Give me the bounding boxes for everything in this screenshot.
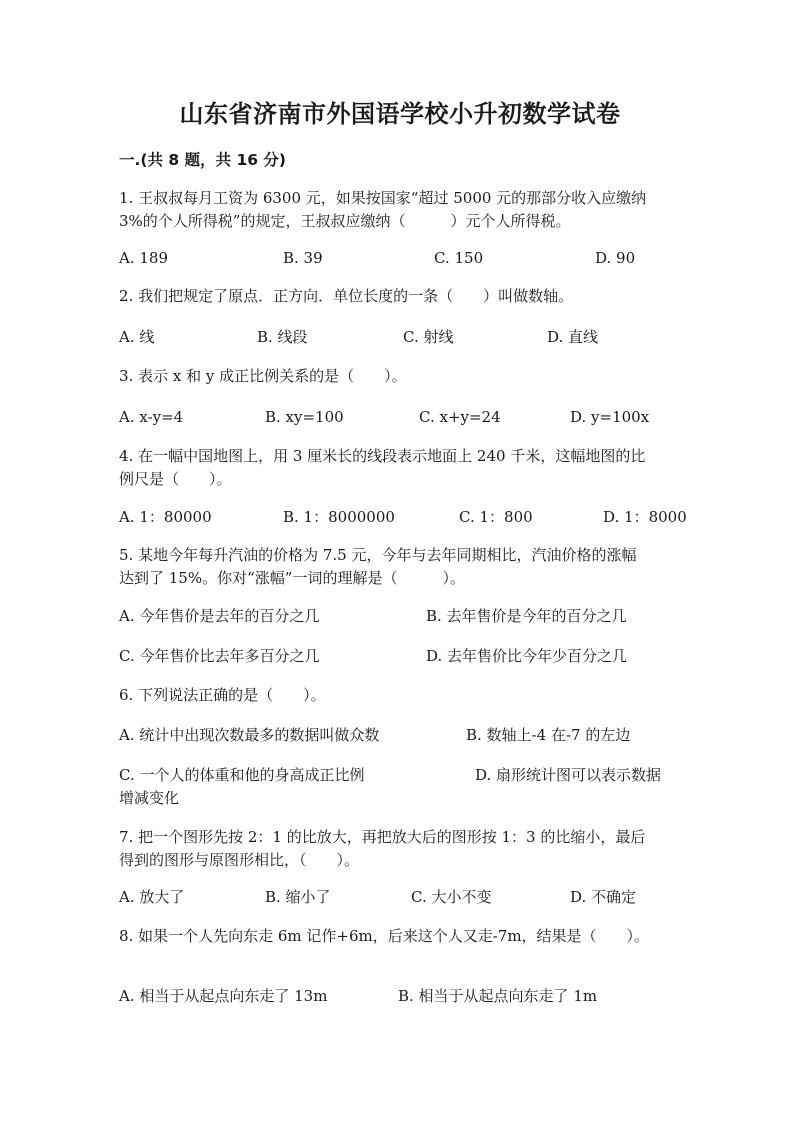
- q1-option-b: B. 39: [283, 249, 323, 267]
- question-1-line-2: 3%的个人所得税”的规定，王叔叔应缴纳（ ）元个人所得税。: [119, 212, 571, 230]
- q6-option-c: C. 一个人的体重和他的身高成正比例: [119, 766, 365, 784]
- q2-option-a: A. 线: [119, 328, 155, 346]
- question-2: [119, 285, 689, 308]
- q3-option-b: B. xy=100: [265, 408, 344, 426]
- q5-option-d: D. 去年售价比今年少百分之几: [426, 647, 628, 665]
- question-7-line-2: 得到的图形与原图形相比，（ ）。: [119, 851, 360, 869]
- q2-option-c: C. 射线: [403, 328, 454, 346]
- question-3: [119, 365, 689, 388]
- question-7: [119, 826, 689, 872]
- q4-option-b: B. 1：8000000: [283, 508, 395, 526]
- q6-option-a: A. 统计中出现次数最多的数据叫做众数: [119, 726, 380, 744]
- question-5-line-2: 达到了 15%。你对“涨幅”一词的理解是（ ）。: [119, 569, 465, 587]
- q2-option-d: D. 直线: [547, 328, 599, 346]
- q4-option-d: D. 1：8000: [603, 508, 687, 526]
- question-4-line-2: 例尺是（ ）。: [119, 470, 232, 488]
- page-title: 山东省济南市外国语学校小升初数学试卷: [179, 100, 621, 128]
- q7-option-d: D. 不确定: [570, 888, 637, 906]
- question-2-line-1: 2. 我们把规定了原点．正方向．单位长度的一条（ ）叫做数轴。: [119, 287, 574, 305]
- q3-option-d: D. y=100x: [570, 408, 650, 426]
- q6-option-d: D. 扇形统计图可以表示数据: [475, 766, 662, 784]
- question-8-line-1: 8. 如果一个人先向东走 6m 记作+6m，后来这个人又走-7m，结果是（ ）。: [119, 927, 650, 945]
- question-6-line-1: 6. 下列说法正确的是（ ）。: [119, 686, 326, 704]
- question-7-line-1: 7. 把一个图形先按 2：1 的比放大，再把放大后的图形按 1：3 的比缩小，最后: [119, 828, 646, 846]
- question-5: [119, 544, 689, 590]
- q7-option-c: C. 大小不变: [411, 888, 492, 906]
- q1-option-a: A. 189: [119, 249, 168, 267]
- question-1: [119, 187, 689, 233]
- q5-option-c: C. 今年售价比去年多百分之几: [119, 647, 320, 665]
- q1-option-c: C. 150: [434, 249, 484, 267]
- q4-option-c: C. 1：800: [459, 508, 533, 526]
- q5-option-a: A. 今年售价是去年的百分之几: [119, 607, 320, 625]
- q5-option-b: B. 去年售价是今年的百分之几: [426, 607, 627, 625]
- q2-option-b: B. 线段: [257, 328, 308, 346]
- question-4-line-1: 4. 在一幅中国地图上，用 3 厘米长的线段表示地面上 240 千米，这幅地图的比: [119, 447, 646, 465]
- question-4: [119, 445, 689, 491]
- question-6: [119, 684, 689, 707]
- q7-option-b: B. 缩小了: [265, 888, 331, 906]
- q3-option-c: C. x+y=24: [419, 408, 501, 426]
- question-8: [119, 925, 689, 948]
- q7-option-a: A. 放大了: [119, 888, 185, 906]
- question-3-line-1: 3. 表示 x 和 y 成正比例关系的是（ ）。: [119, 367, 407, 385]
- q6-option-b: B. 数轴上-4 在-7 的左边: [466, 726, 631, 744]
- q8-option-a: A. 相当于从起点向东走了 13m: [119, 987, 328, 1005]
- q8-option-b: B. 相当于从起点向东走了 1m: [398, 987, 598, 1005]
- q3-option-a: A. x-y=4: [119, 408, 184, 426]
- question-1-line-1: 1. 王叔叔每月工资为 6300 元，如果按国家“超过 5000 元的那部分收入应缴纳: [119, 189, 647, 207]
- section-heading: 一.(共 8 题，共 16 分): [119, 151, 286, 169]
- q4-option-a: A. 1：80000: [119, 508, 212, 526]
- q6-option-d-continued: 增减变化: [119, 789, 180, 807]
- q1-option-d: D. 90: [595, 249, 636, 267]
- question-5-line-1: 5. 某地今年每升汽油的价格为 7.5 元，今年与去年同期相比，汽油价格的涨幅: [119, 546, 637, 564]
